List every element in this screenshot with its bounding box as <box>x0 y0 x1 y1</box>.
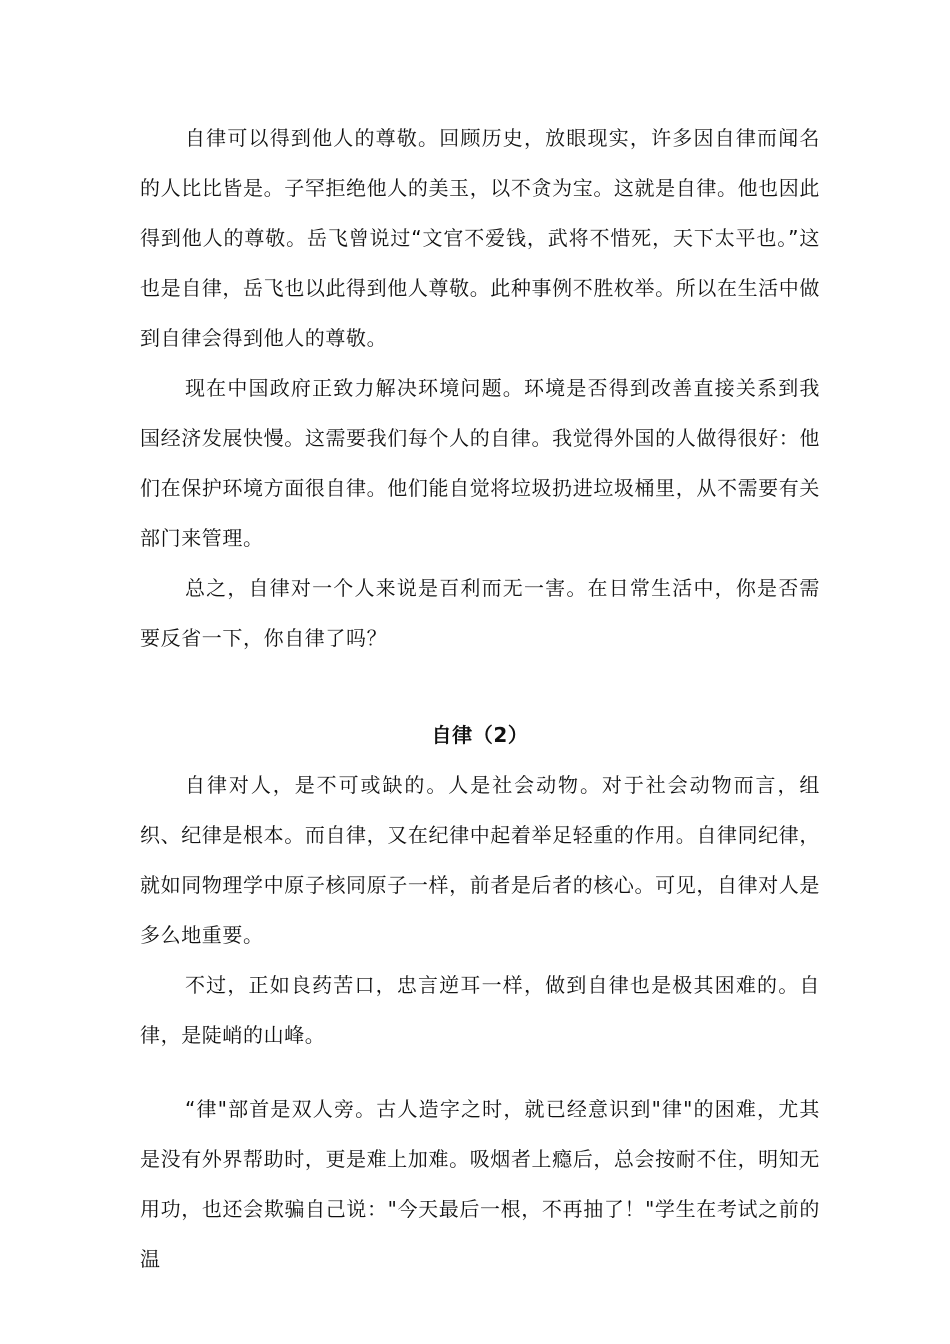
paragraph-conclusion: 总之，自律对一个人来说是百利而无一害。在日常生活中，你是否需要反省一下，你自律了吗？ <box>140 576 820 650</box>
paragraph-importance: 自律对人，是不可或缺的。人是社会动物。对于社会动物而言，组织、纪律是根本。而自律，又在纪律中起着举足轻重的作用。自律同纪律，就如同物理学中原子核同原子一样，前者是后者的核心。可见，自律对人是多么地重要。 <box>140 773 820 947</box>
paragraph-environment: 现在中国政府正致力解决环境问题。环境是否得到改善直接关系到我国经济发展快慢。这需要我们每个人的自律。我觉得外国的人做得很好：他们在保护环境方面很自律。他们能自觉将垃圾扔进垃圾桶里，从不需要有关部门来管理。 <box>140 376 820 550</box>
paragraph-difficulty: 不过，正如良药苦口，忠言逆耳一样，做到自律也是极其困难的。自律，是陡峭的山峰。 <box>140 973 820 1047</box>
paragraph-radical: “律"部首是双人旁。古人造字之时，就已经意识到"律"的困难，尤其是没有外界帮助时，更是难上加难。吸烟者上瘾后，总会按耐不住，明知无用功，也还会欺骗自己说："今天最后一根，不再抽了！"学生在考试之前的温 <box>140 1097 820 1271</box>
section-title: 自律（2） <box>431 723 529 747</box>
paragraph-self-discipline-respect: 自律可以得到他人的尊敬。回顾历史，放眼现实，许多因自律而闻名的人比比皆是。子罕拒绝他人的美玉，以不贪为宝。这就是自律。他也因此得到他人的尊敬。岳飞曾说过“文官不爱钱，武将不惜死，天下太平也。”这也是自律，岳飞也以此得到他人尊敬。此种事例不胜枚举。所以在生活中做到自律会得到他人的尊敬。 <box>140 126 820 350</box>
